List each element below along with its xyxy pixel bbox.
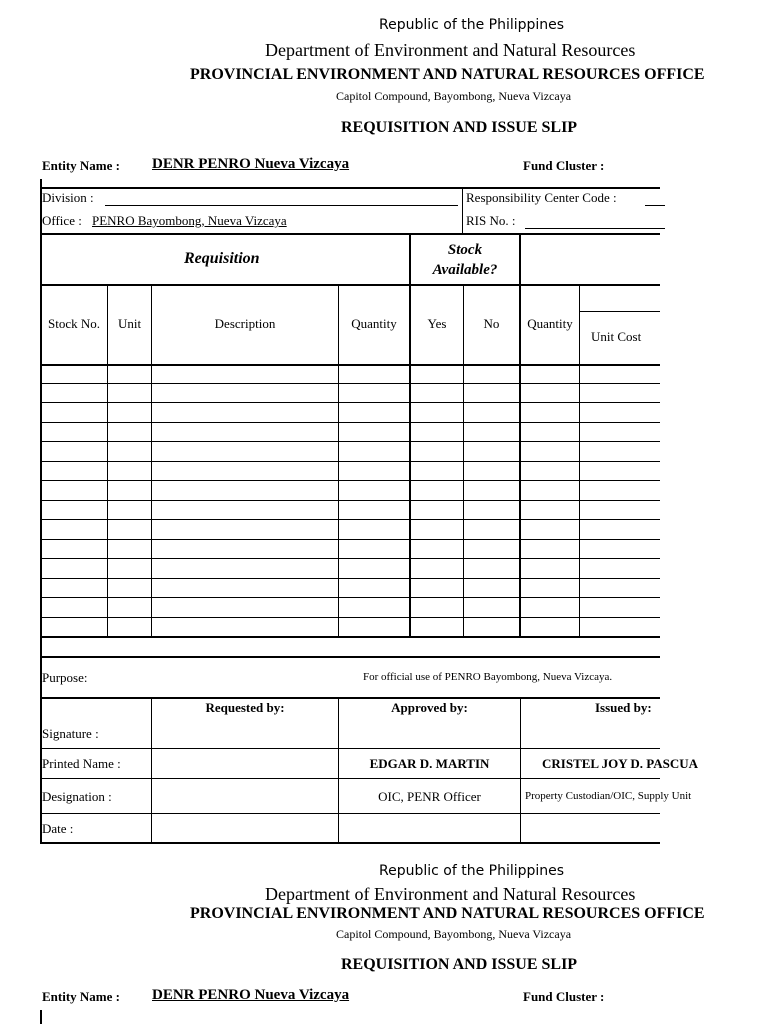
table-row[interactable] (40, 441, 660, 442)
purpose-label: Purpose: (42, 670, 88, 685)
table-body-bottom (40, 636, 660, 638)
table-row[interactable] (40, 539, 660, 540)
table-bottom-border (40, 842, 660, 844)
entity-name-value-copy[interactable]: DENR PENRO Nueva Vizcaya (152, 987, 350, 1003)
printed-name-label: Printed Name : (42, 756, 121, 771)
table-row[interactable] (40, 519, 660, 520)
designation-label: Designation : (42, 789, 112, 804)
table-row[interactable] (40, 480, 660, 481)
requisition-right-border (409, 234, 411, 637)
provincial-office-text-copy: PROVINCIAL ENVIRONMENT AND NATURAL RESOURCES OFFICE (190, 905, 705, 922)
form-title: REQUISITION AND ISSUE SLIP (341, 119, 578, 136)
issued-printed-name[interactable]: CRISTEL JOY D. PASCUA (542, 756, 699, 771)
table-top-border (40, 187, 660, 189)
table-row[interactable] (40, 461, 660, 462)
office-value[interactable]: PENRO Bayombong, Nueva Vizcaya (92, 213, 287, 228)
requested-by-header: Requested by: (205, 700, 285, 715)
stock-right-border (519, 234, 521, 637)
purpose-top-border (40, 656, 660, 658)
col-no: No (483, 316, 500, 331)
col-unit-cost: Unit Cost (591, 329, 642, 344)
ris-no-field[interactable] (525, 228, 665, 229)
issued-designation[interactable]: Property Custodian/OIC, Supply Unit (525, 790, 692, 802)
approved-designation[interactable]: OIC, PENR Officer (378, 789, 481, 804)
fund-cluster-label-copy: Fund Cluster : (523, 989, 605, 1004)
division-field[interactable] (105, 205, 458, 206)
table-row[interactable] (40, 500, 660, 501)
address-text-copy: Capitol Compound, Bayombong, Nueva Vizcaya (336, 927, 572, 941)
col-yes: Yes (427, 316, 447, 331)
requisition-header: Requisition (184, 250, 260, 267)
table-left-border-copy (40, 1010, 42, 1024)
ris-no-label: RIS No. : (466, 213, 516, 228)
table-row[interactable] (40, 422, 660, 423)
division-label: Division : (42, 190, 94, 205)
column-header-bottom (40, 364, 660, 366)
entity-name-label-copy: Entity Name : (42, 989, 120, 1004)
info-divider (462, 188, 463, 233)
table-row[interactable] (40, 402, 660, 403)
col-description: Description (214, 316, 276, 331)
rcc-label: Responsibility Center Code : (466, 190, 617, 205)
fund-cluster-label: Fund Cluster : (523, 158, 605, 173)
signature-label: Signature : (42, 726, 99, 741)
col-issue-quantity: Quantity (527, 316, 573, 331)
date-label: Date : (42, 821, 74, 836)
form-title-copy: REQUISITION AND ISSUE SLIP (341, 956, 578, 973)
col-quantity: Quantity (351, 316, 397, 331)
department-text-copy: Department of Environment and Natural Resources (265, 884, 636, 904)
table-left-border (40, 179, 42, 844)
entity-name-value[interactable]: DENR PENRO Nueva Vizcaya (152, 156, 350, 172)
rcc-field[interactable] (645, 205, 665, 206)
table-row[interactable] (40, 617, 660, 618)
designation-row-bottom (40, 813, 660, 814)
stock-available-header (411, 240, 519, 280)
office-label: Office : (42, 213, 82, 228)
unit-cost-top-line (580, 311, 660, 312)
approved-printed-name[interactable]: EDGAR D. MARTIN (369, 756, 490, 771)
department-text: Department of Environment and Natural Resources (265, 40, 636, 60)
section-divider (40, 233, 660, 235)
printed-name-row-bottom (40, 778, 660, 779)
provincial-office-text: PROVINCIAL ENVIRONMENT AND NATURAL RESOURCES OFFICE (190, 66, 705, 83)
table-row[interactable] (40, 597, 660, 598)
purpose-value[interactable]: For official use of PENRO Bayombong, Nueva Vizcaya. (363, 671, 613, 683)
col-stock-no: Stock No. (48, 316, 100, 331)
stock-available-line1: Stock (447, 242, 483, 258)
table-row[interactable] (40, 558, 660, 559)
republic-text-copy: Republic of the Philippines (379, 863, 565, 879)
approved-by-header: Approved by: (391, 700, 468, 715)
stock-available-line2: Available? (432, 262, 498, 278)
signatory-divider (151, 698, 152, 843)
signature-row-bottom (40, 748, 660, 749)
signatory-top-border (40, 697, 660, 699)
table-row[interactable] (40, 578, 660, 579)
table-row[interactable] (40, 383, 660, 384)
entity-name-label: Entity Name : (42, 158, 120, 173)
address-text: Capitol Compound, Bayombong, Nueva Vizcaya (336, 89, 572, 103)
republic-text: Republic of the Philippines (379, 17, 565, 33)
signatory-divider (520, 698, 521, 843)
issued-by-header: Issued by: (595, 700, 652, 715)
col-unit: Unit (117, 316, 142, 331)
header-band-bottom (40, 284, 660, 286)
